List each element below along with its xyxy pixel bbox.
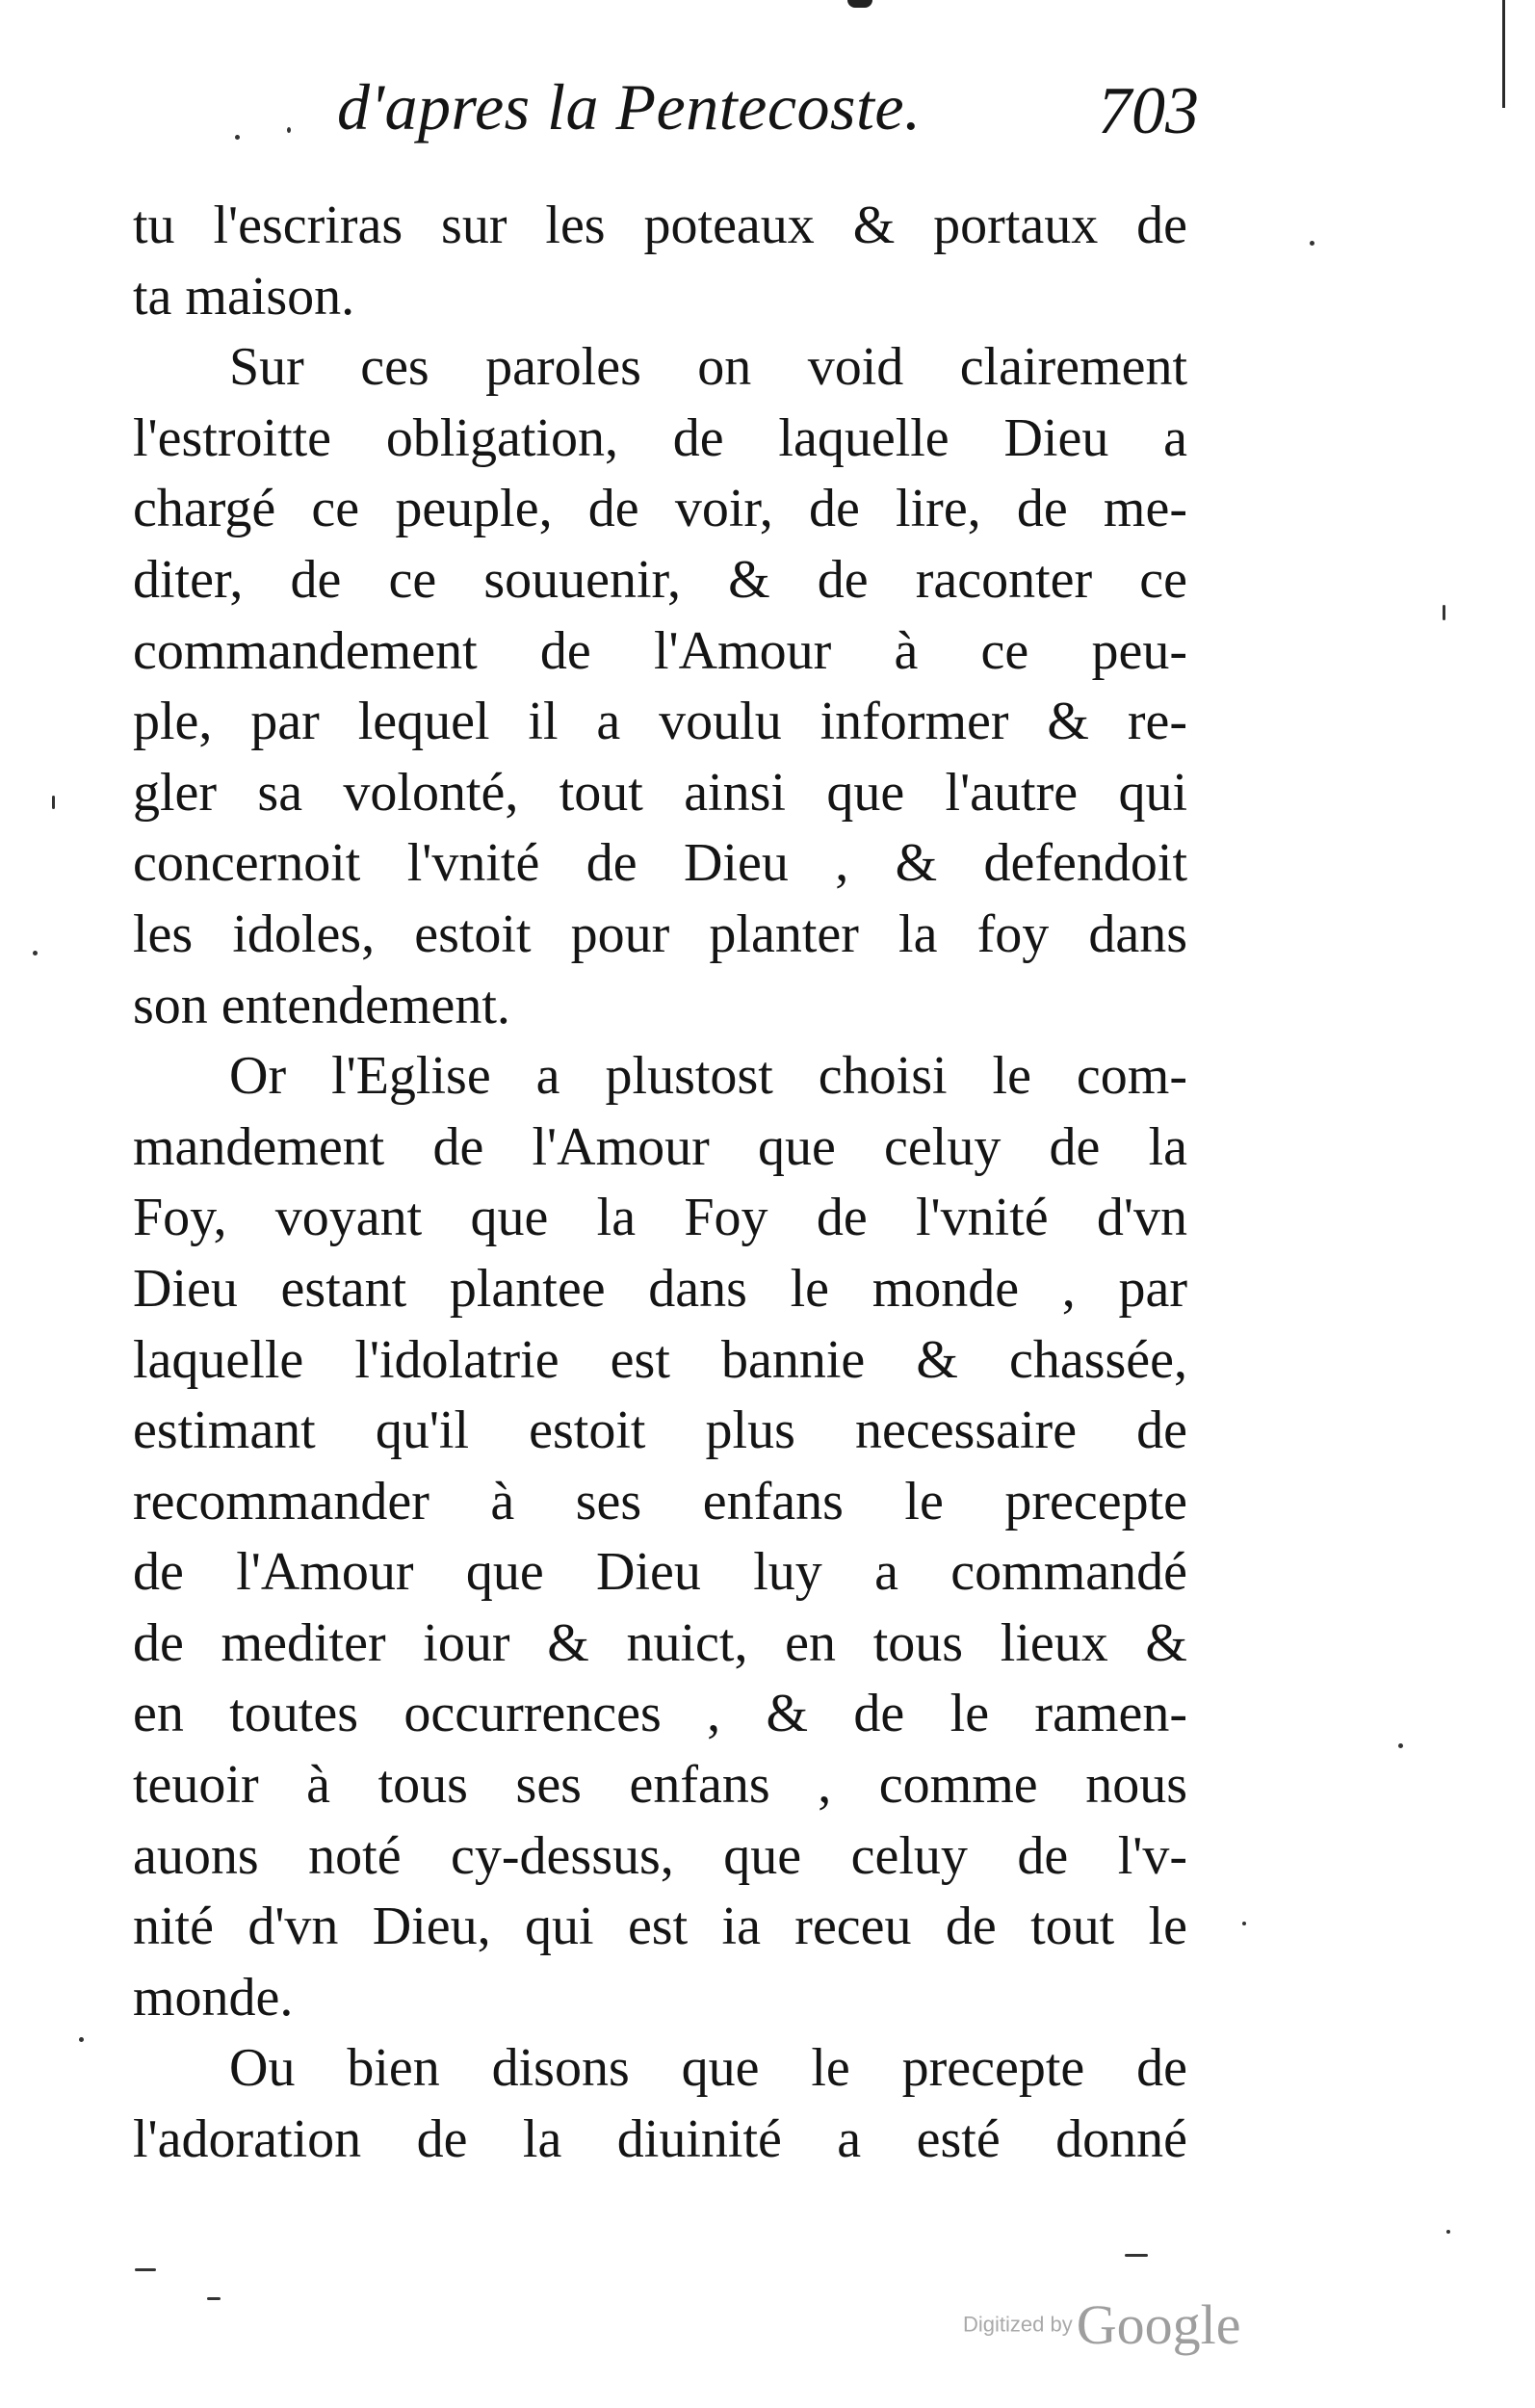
scan-speck <box>1125 2254 1148 2257</box>
text-line: Or l'Eglise a plustost choisi le com- <box>229 1046 1187 1107</box>
text-line: l'adoration de la diuinité a esté donné <box>133 2109 1187 2170</box>
scan-speck <box>52 796 55 809</box>
scan-speck <box>1446 2230 1450 2234</box>
right-edge-rule <box>1502 0 1505 108</box>
text-line: nité d'vn Dieu, qui est ia receu de tout le <box>133 1897 1187 1957</box>
text-line: Foy, voyant que la Foy de l'vnité d'vn <box>133 1188 1187 1248</box>
text-line: auons noté cy-dessus, que celuy de l'v- <box>133 1825 1187 1886</box>
text-line: l'estroitte obligation, de laquelle Dieu a <box>133 407 1187 468</box>
text-line: en toutes occurrences , & de le ramen- <box>133 1684 1187 1744</box>
text-line: ta maison. <box>133 266 355 327</box>
body-text <box>133 191 1187 2176</box>
text-line: ple, par lequel il a voulu informer & re- <box>133 692 1187 752</box>
scan-speck <box>235 135 240 140</box>
page-header <box>217 60 1199 166</box>
text-line: tu l'escriras sur les poteaux & portaux de <box>133 196 1187 255</box>
scan-speck <box>1310 241 1314 246</box>
text-line: laquelle l'idolatrie est bannie & chassée, <box>133 1329 1187 1390</box>
text-line: diter, de ce souuenir, & de raconter ce <box>133 549 1187 610</box>
running-head: d'apres la Pentecoste. <box>337 70 922 144</box>
scan-speck <box>287 127 291 133</box>
digitized-by-label: Digitized by <box>963 2312 1073 2337</box>
text-line: commandement de l'Amour à ce peu- <box>133 620 1187 681</box>
text-line: Dieu estant plantee dans le monde , par <box>133 1258 1187 1319</box>
text-line: teuoir à tous ses enfans , comme nous <box>133 1755 1187 1816</box>
text-line: estimant qu'il estoit plus necessaire de <box>133 1400 1187 1461</box>
page-number: 703 <box>1098 74 1199 148</box>
text-line: gler sa volonté, tout ainsi que l'autre qui <box>133 762 1187 823</box>
text-line: chargé ce peuple, de voir, de lire, de me- <box>133 479 1187 539</box>
scan-speck <box>79 2037 84 2042</box>
google-logo: Google <box>1076 2293 1241 2356</box>
text-line: les idoles, estoit pour planter la foy dans <box>133 903 1187 964</box>
text-line: mandement de l'Amour que celuy de la <box>133 1116 1187 1177</box>
scan-speck <box>207 2297 221 2300</box>
text-line: Ou bien disons que le precepte de <box>229 2038 1187 2099</box>
text-line: de l'Amour que Dieu luy a commandé <box>133 1542 1187 1603</box>
scan-speck <box>1398 1743 1403 1748</box>
scan-speck <box>1443 605 1445 620</box>
scan-speck <box>33 951 38 955</box>
text-line: de mediter iour & nuict, en tous lieux & <box>133 1612 1187 1673</box>
scan-speck <box>135 2268 156 2271</box>
text-line: recommander à ses enfans le precepte <box>133 1471 1187 1531</box>
text-line: monde. <box>133 1967 294 2028</box>
text-line: son entendement. <box>133 975 510 1035</box>
top-edge-mark <box>847 0 872 8</box>
text-line: concernoit l'vnité de Dieu , & defendoit <box>133 833 1187 894</box>
digitized-footer <box>963 2292 1310 2360</box>
scan-speck <box>1242 1922 1246 1925</box>
text-line: Sur ces paroles on void clairement <box>229 337 1187 398</box>
